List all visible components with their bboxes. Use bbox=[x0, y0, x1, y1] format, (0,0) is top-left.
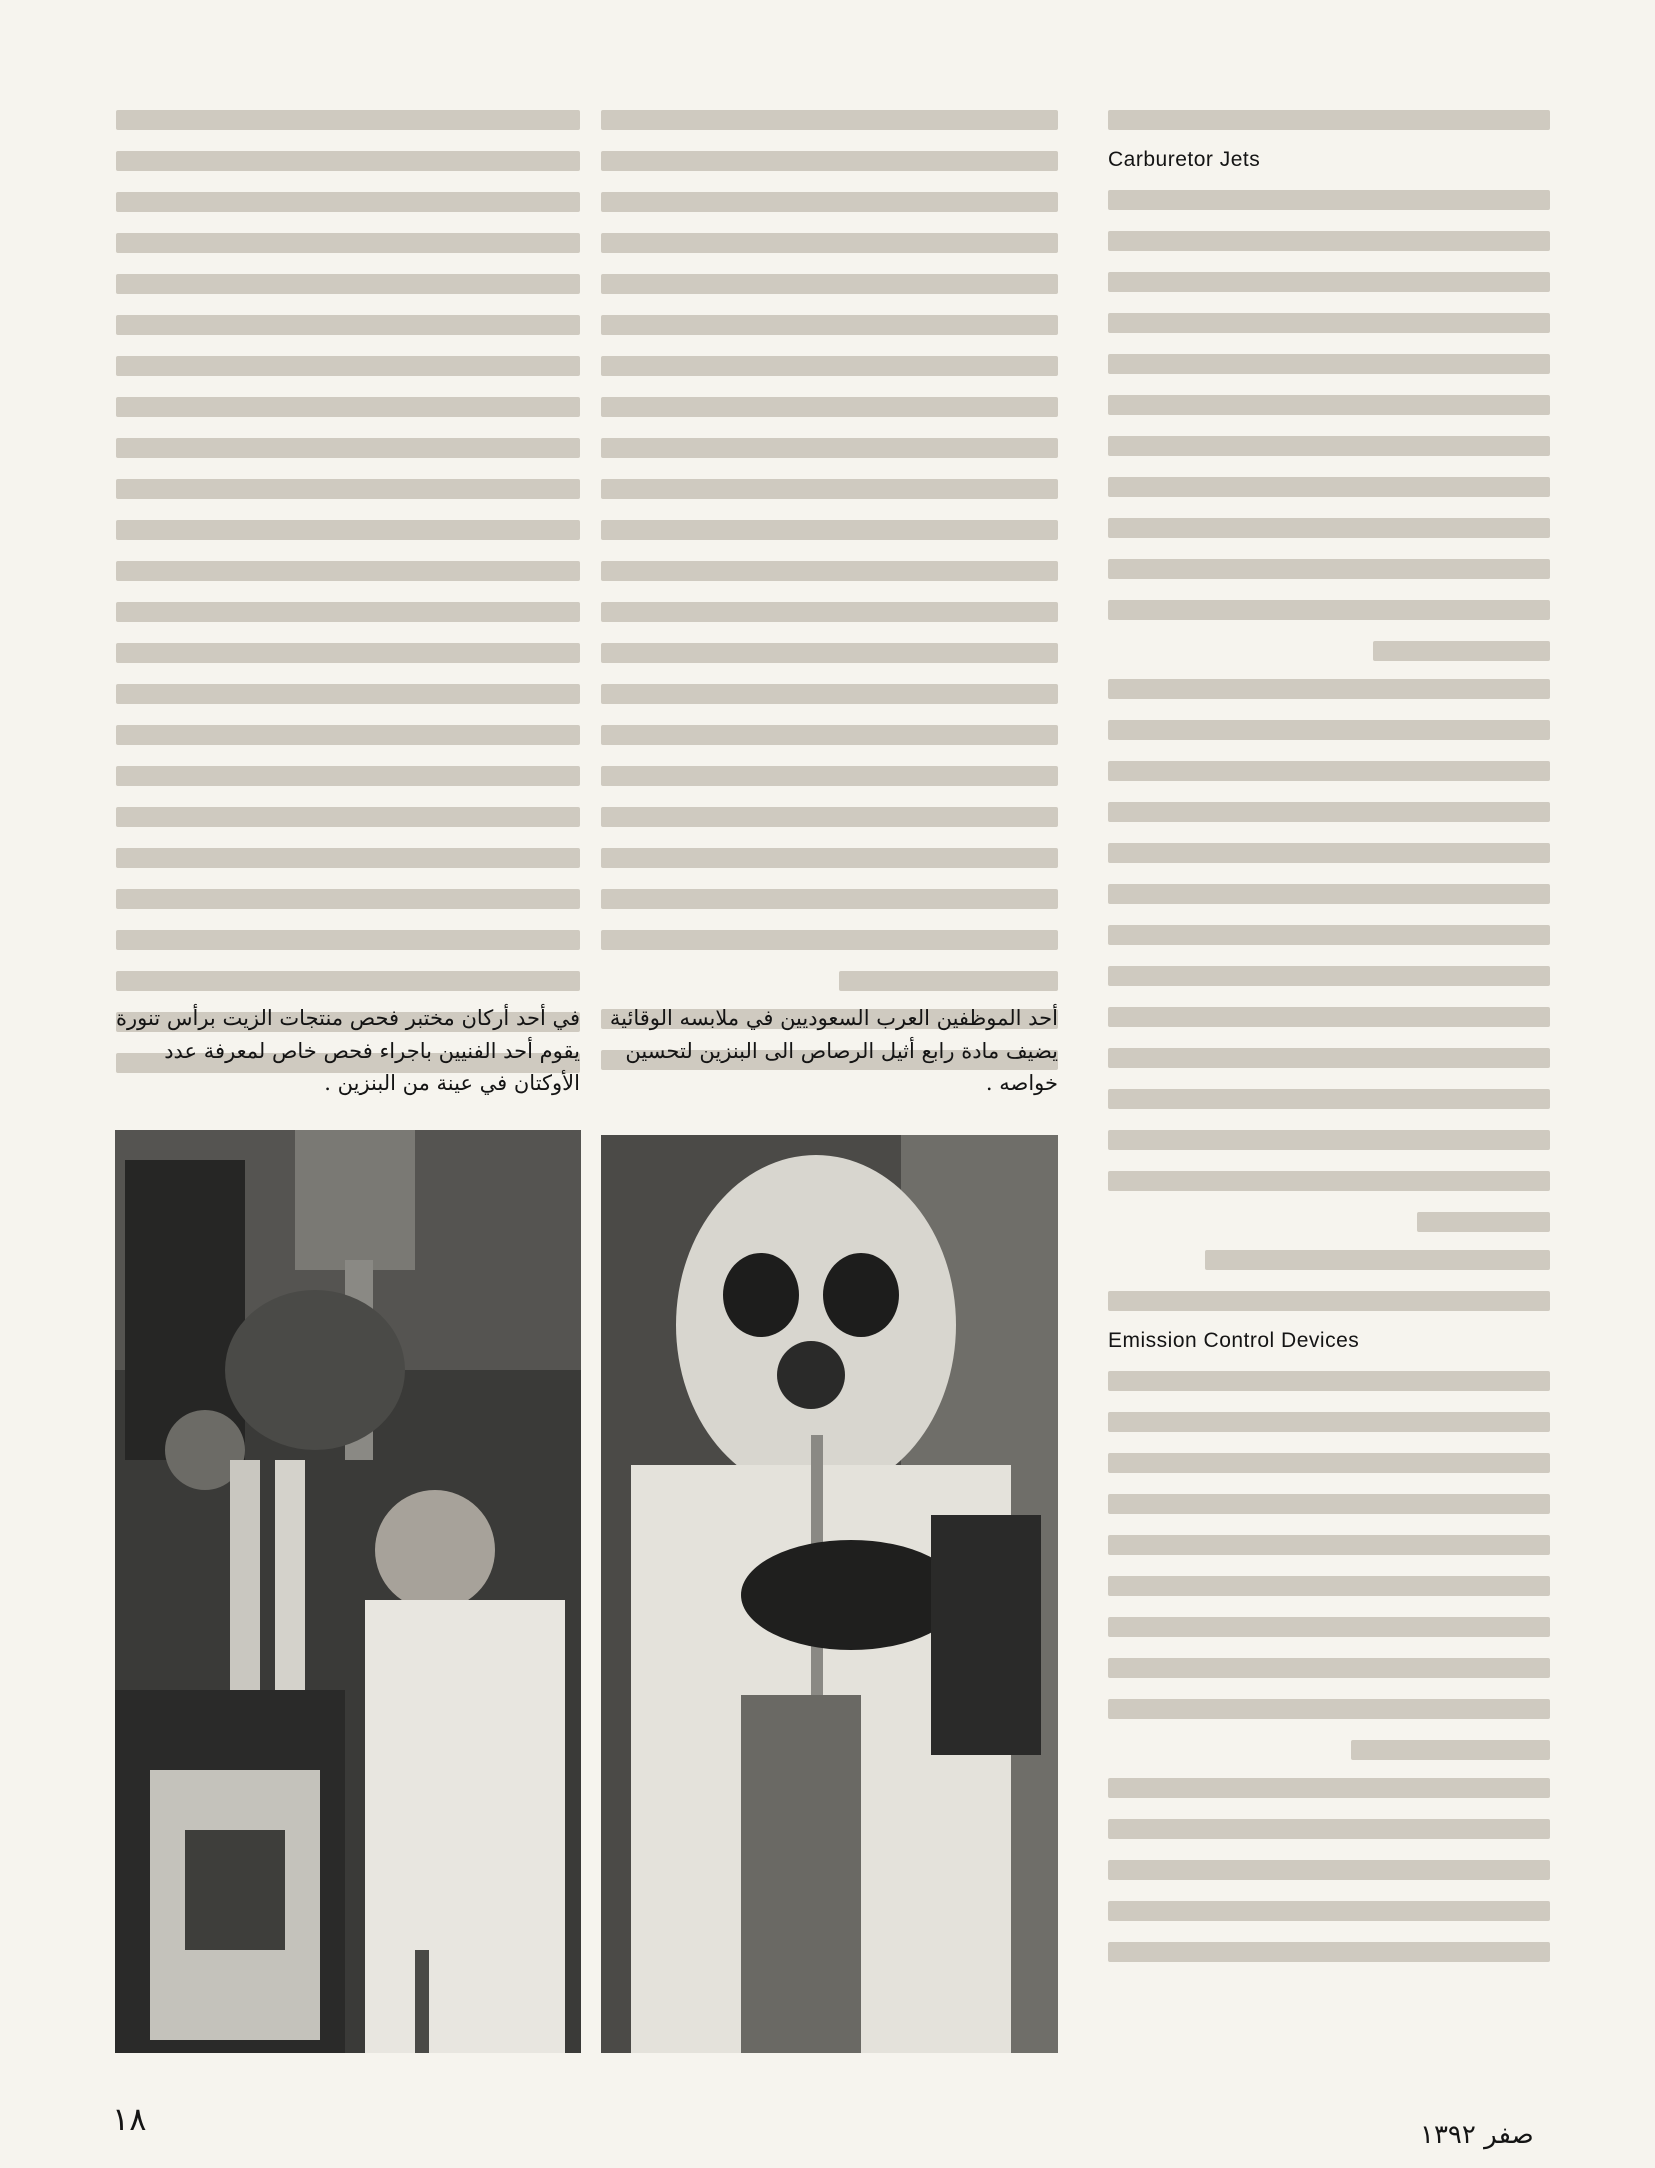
text-line-placeholder bbox=[1108, 1130, 1550, 1150]
text-line-placeholder bbox=[116, 520, 580, 540]
paragraph bbox=[1108, 110, 1550, 130]
text-line-placeholder bbox=[1108, 190, 1550, 210]
protective-suit-photo-art bbox=[601, 1135, 1058, 2053]
laboratory-photo bbox=[115, 1130, 581, 2053]
text-line-placeholder bbox=[116, 602, 580, 622]
text-line-placeholder bbox=[1108, 1535, 1550, 1555]
text-line-placeholder bbox=[116, 315, 580, 335]
text-line-placeholder bbox=[1205, 1250, 1550, 1270]
text-line-placeholder bbox=[1108, 1942, 1550, 1962]
page-number: ١٨ bbox=[112, 2100, 147, 2138]
text-line-placeholder bbox=[1108, 1819, 1550, 1839]
text-line-placeholder bbox=[601, 397, 1058, 417]
text-line-placeholder bbox=[1108, 966, 1550, 986]
text-line-placeholder bbox=[601, 438, 1058, 458]
paragraph bbox=[1108, 679, 1550, 1232]
text-line-placeholder bbox=[116, 192, 580, 212]
text-line-placeholder bbox=[116, 889, 580, 909]
text-line-placeholder bbox=[1108, 231, 1550, 251]
text-line-placeholder bbox=[1373, 641, 1550, 661]
text-line-placeholder bbox=[116, 151, 580, 171]
text-line-placeholder bbox=[1108, 1778, 1550, 1798]
text-line-placeholder bbox=[116, 971, 580, 991]
text-column-middle bbox=[601, 110, 1058, 910]
term-carburetor-jets: Carburetor Jets bbox=[1108, 148, 1261, 171]
text-line-placeholder bbox=[1108, 1291, 1550, 1311]
text-line-placeholder bbox=[601, 315, 1058, 335]
text-line-placeholder bbox=[601, 151, 1058, 171]
text-column-right bbox=[1108, 110, 1550, 2045]
text-line-placeholder bbox=[601, 848, 1058, 868]
text-line-placeholder bbox=[116, 848, 580, 868]
paragraph bbox=[116, 110, 580, 1073]
text-line-placeholder bbox=[116, 930, 580, 950]
text-line-placeholder bbox=[1108, 884, 1550, 904]
text-line-placeholder bbox=[601, 930, 1058, 950]
text-line-placeholder bbox=[116, 110, 580, 130]
text-line-placeholder bbox=[601, 192, 1058, 212]
text-line-placeholder bbox=[1108, 395, 1550, 415]
text-line-placeholder bbox=[601, 561, 1058, 581]
text-line-placeholder bbox=[1108, 1576, 1550, 1596]
text-line-placeholder bbox=[1108, 1171, 1550, 1191]
text-line-placeholder bbox=[1108, 313, 1550, 333]
text-line-placeholder bbox=[1108, 600, 1550, 620]
text-line-placeholder bbox=[601, 520, 1058, 540]
text-line-placeholder bbox=[116, 274, 580, 294]
paragraph bbox=[601, 110, 1058, 991]
text-line-placeholder bbox=[116, 356, 580, 376]
text-line-placeholder bbox=[1108, 1901, 1550, 1921]
term-emission-control-devices: Emission Control Devices bbox=[1108, 1329, 1360, 1352]
text-line-placeholder bbox=[1108, 477, 1550, 497]
text-line-placeholder bbox=[1108, 518, 1550, 538]
text-line-placeholder bbox=[1108, 679, 1550, 699]
text-line-placeholder bbox=[1108, 1007, 1550, 1027]
text-line-placeholder bbox=[116, 438, 580, 458]
text-line-placeholder bbox=[1108, 802, 1550, 822]
text-line-placeholder bbox=[1108, 1617, 1550, 1637]
text-column-left bbox=[116, 110, 580, 910]
text-line-placeholder bbox=[1108, 1699, 1550, 1719]
text-line-placeholder bbox=[1108, 354, 1550, 374]
text-line-placeholder bbox=[116, 233, 580, 253]
text-line-placeholder bbox=[1108, 272, 1550, 292]
text-line-placeholder bbox=[601, 766, 1058, 786]
text-line-placeholder bbox=[116, 807, 580, 827]
text-line-placeholder bbox=[601, 889, 1058, 909]
text-line-placeholder bbox=[1108, 110, 1550, 130]
text-line-placeholder bbox=[601, 479, 1058, 499]
text-line-placeholder bbox=[1108, 1089, 1550, 1109]
text-line-placeholder bbox=[1108, 1860, 1550, 1880]
text-line-placeholder bbox=[601, 110, 1058, 130]
text-line-placeholder bbox=[601, 684, 1058, 704]
text-line-placeholder bbox=[601, 233, 1058, 253]
text-line-placeholder bbox=[839, 971, 1058, 991]
text-line-placeholder bbox=[1108, 1412, 1550, 1432]
text-line-placeholder bbox=[1108, 843, 1550, 863]
photo-caption-worker: أحد الموظفين العرب السعوديين في ملابسه الوقائية يضيف مادة رابع أثيل الرصاص الى البنزين لتحسين خواصه . bbox=[609, 1006, 1058, 1096]
text-line-placeholder bbox=[1108, 1371, 1550, 1391]
text-line-placeholder bbox=[116, 479, 580, 499]
text-line-placeholder bbox=[116, 561, 580, 581]
text-line-placeholder bbox=[1108, 1658, 1550, 1678]
text-line-placeholder bbox=[1417, 1212, 1550, 1232]
paragraph bbox=[1108, 1778, 1550, 1962]
text-line-placeholder bbox=[1351, 1740, 1550, 1760]
laboratory-photo-art bbox=[115, 1130, 581, 2053]
paragraph bbox=[1108, 190, 1550, 661]
photo-caption-laboratory: في أحد أركان مختبر فحص منتجات الزيت برأس تنورة يقوم أحد الفنيين باجراء فحص خاص لمعرفة عدد الأوكتان في عينة من البنزين . bbox=[116, 1006, 580, 1096]
issue-date: صفر ١٣٩٢ bbox=[1420, 2120, 1534, 2150]
text-line-placeholder bbox=[1108, 925, 1550, 945]
text-line-placeholder bbox=[601, 725, 1058, 745]
text-line-placeholder bbox=[1108, 559, 1550, 579]
text-line-placeholder bbox=[1108, 1453, 1550, 1473]
text-line-placeholder bbox=[1108, 720, 1550, 740]
text-line-placeholder bbox=[116, 725, 580, 745]
text-line-placeholder bbox=[601, 274, 1058, 294]
protective-suit-photo bbox=[601, 1135, 1058, 2053]
text-line-placeholder bbox=[116, 643, 580, 663]
text-line-placeholder bbox=[1108, 761, 1550, 781]
text-line-placeholder bbox=[116, 397, 580, 417]
paragraph bbox=[1108, 1371, 1550, 1760]
text-line-placeholder bbox=[601, 602, 1058, 622]
text-line-placeholder bbox=[1108, 1048, 1550, 1068]
paragraph bbox=[1108, 1250, 1550, 1311]
text-line-placeholder bbox=[601, 643, 1058, 663]
text-line-placeholder bbox=[601, 356, 1058, 376]
text-line-placeholder bbox=[116, 766, 580, 786]
text-line-placeholder bbox=[116, 684, 580, 704]
text-line-placeholder bbox=[1108, 436, 1550, 456]
text-line-placeholder bbox=[1108, 1494, 1550, 1514]
text-line-placeholder bbox=[601, 807, 1058, 827]
